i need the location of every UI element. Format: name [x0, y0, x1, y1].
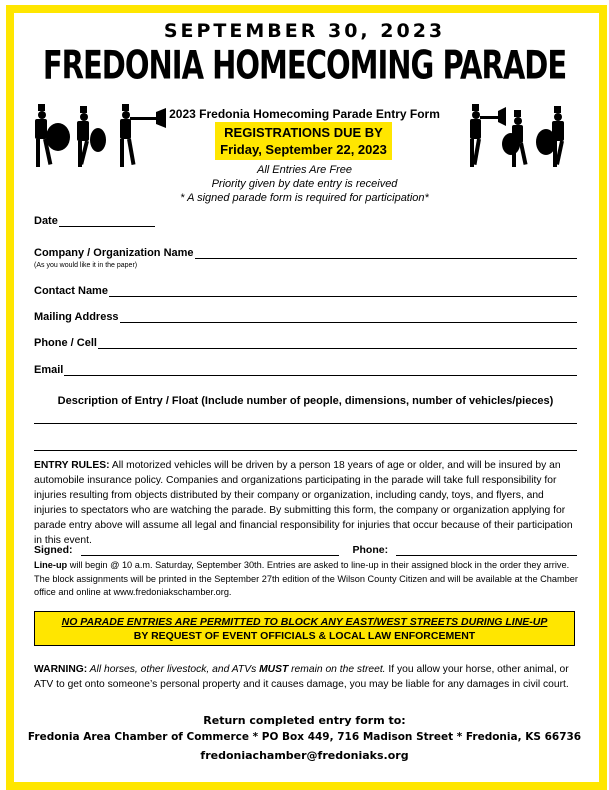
registration-deadline [215, 122, 392, 160]
phone-line[interactable] [98, 338, 577, 349]
signature-phone-label: Phone: [352, 544, 389, 556]
company-line[interactable] [195, 248, 577, 259]
company-note: (As you would like it in the paper) [34, 262, 138, 269]
email-field[interactable] [34, 364, 577, 376]
notice-line1: NO PARADE ENTRIES ARE PERMITTED TO BLOCK ANY EAST/WEST STREETS DURING LINE-UP [61, 616, 548, 628]
entry-rules [34, 458, 579, 548]
entry-rules-text: All motorized vehicles will be driven by a person 18 years of age or older, and will be insured by an automobile insurance policy. Companies and organizations participating in the parade will take full responsibility for injuries resulting from objects distributed by their company or organization, including candy, toys, and flyers, and injuries to spectators who are watching the parade. By submitting this form, the company or organization applying for parade entry above will assume all legal and financial responsibility for injuries that occur because of their participation in this event. [34, 460, 573, 546]
warning-must: MUST [259, 664, 289, 675]
deadline-line1: REGISTRATIONS DUE BY [224, 125, 383, 140]
phone-label: Phone / Cell [34, 337, 97, 349]
mailing-line[interactable] [120, 312, 577, 323]
page-title: FREDONIA HOMECOMING PARADE [42, 42, 567, 88]
warning-text [34, 662, 579, 692]
date-field[interactable] [34, 215, 155, 227]
form-title: 2023 Fredonia Homecoming Parade Entry Form [169, 107, 440, 121]
chamber-address: Fredonia Area Chamber of Commerce * PO Box 449, 716 Madison Street * Fredonia, KS 66736 [27, 731, 582, 743]
signature-phone-line[interactable] [396, 546, 577, 556]
chamber-email[interactable]: fredoniachamber@fredoniaks.org [200, 749, 409, 762]
date-line[interactable] [59, 216, 155, 227]
company-field[interactable] [34, 247, 577, 259]
lineup-label: Line-up [34, 560, 68, 570]
note-priority: Priority given by date entry is received [211, 178, 398, 190]
warning-body: If you allow your horse, other animal, or ATV to get onto someone’s personal property and it causes damage, you may be liable for any damages in civil court. [34, 664, 569, 690]
contact-field[interactable] [34, 285, 577, 297]
entry-rules-label: ENTRY RULES: [34, 460, 110, 471]
company-label: Company / Organization Name [34, 247, 194, 259]
lineup-info [34, 559, 579, 600]
deadline-line2: Friday, September 22, 2023 [220, 142, 387, 157]
email-label: Email [34, 364, 64, 376]
signature-row [34, 544, 577, 556]
note-free: All Entries Are Free [257, 164, 352, 176]
contact-line[interactable] [109, 286, 577, 297]
signed-label: Signed: [34, 544, 73, 556]
lineup-notice-box [34, 611, 575, 646]
email-line[interactable] [64, 365, 577, 376]
signature-line[interactable] [81, 546, 339, 556]
warning-label: WARNING: [34, 664, 88, 675]
contact-label: Contact Name [34, 285, 108, 297]
notice-line2: BY REQUEST OF EVENT OFFICIALS & LOCAL LAW ENFORCEMENT [133, 630, 476, 642]
lineup-text: will begin @ 10 a.m. Saturday, September 30th. Entries are asked to line-up in their assigned block in the order they arrive. The block assignments will be printed in the September 27th edition of the Wilson County Citizen and will be available at the Chamber office and online at www.fredoniakschamber.org. [34, 560, 578, 597]
event-date: SEPTEMBER 30, 2023 [163, 20, 446, 42]
return-heading: Return completed entry form to: [203, 714, 406, 727]
date-label: Date [34, 215, 58, 227]
description-line-1[interactable] [34, 423, 577, 424]
description-heading: Description of Entry / Float (Include number of people, dimensions, number of vehicles/pieces) [57, 395, 554, 407]
warning-italic2: remain on the street. [288, 664, 386, 675]
description-line-2[interactable] [34, 450, 577, 451]
phone-field[interactable] [34, 337, 577, 349]
mailing-label: Mailing Address [34, 311, 119, 323]
note-signed: * A signed parade form is required for participation* [180, 192, 429, 204]
warning-italic: All horses, other livestock, and ATVs [87, 664, 260, 675]
mailing-field[interactable] [34, 311, 577, 323]
